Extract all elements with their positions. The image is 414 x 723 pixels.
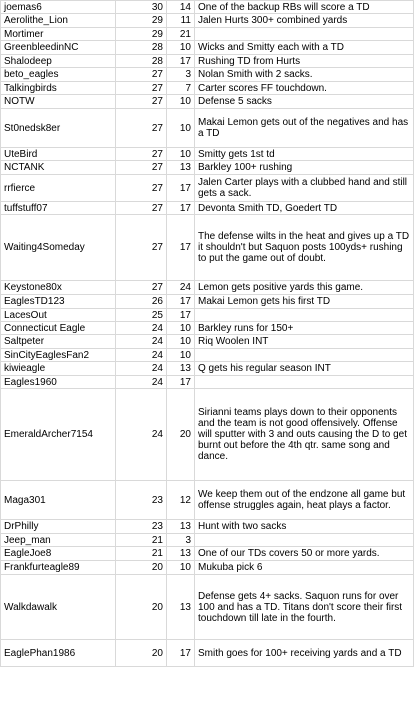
cell-score-a[interactable]: 29 xyxy=(116,28,167,41)
cell-score-a[interactable]: 26 xyxy=(116,295,167,309)
cell-prediction[interactable] xyxy=(195,349,414,362)
cell-score-b[interactable]: 7 xyxy=(167,82,195,95)
cell-prediction[interactable]: Barkley 100+ rushing xyxy=(195,161,414,175)
table-row xyxy=(1,161,414,175)
table-row xyxy=(1,215,414,281)
cell-username[interactable]: Keystone80x xyxy=(1,281,116,295)
cell-score-a[interactable]: 27 xyxy=(116,109,167,148)
cell-score-a[interactable]: 24 xyxy=(116,349,167,362)
cell-score-b[interactable]: 12 xyxy=(167,481,195,520)
cell-score-a[interactable]: 30 xyxy=(116,1,167,14)
cell-score-b[interactable]: 17 xyxy=(167,175,195,202)
cell-prediction[interactable]: One of our TDs covers 50 or more yards. xyxy=(195,547,414,561)
table-row xyxy=(1,295,414,309)
cell-username[interactable]: SinCityEaglesFan2 xyxy=(1,349,116,362)
cell-score-b[interactable]: 17 xyxy=(167,55,195,68)
table-row xyxy=(1,322,414,335)
table-row xyxy=(1,362,414,376)
cell-prediction[interactable]: Jalen Hurts 300+ combined yards xyxy=(195,14,414,28)
cell-username[interactable]: Talkingbirds xyxy=(1,82,116,95)
cell-score-a[interactable]: 20 xyxy=(116,640,167,667)
cell-username[interactable]: rrfierce xyxy=(1,175,116,202)
table-row xyxy=(1,82,414,95)
table-row xyxy=(1,281,414,295)
table-row xyxy=(1,14,414,28)
cell-prediction[interactable]: Nolan Smith with 2 sacks. xyxy=(195,68,414,82)
table-row xyxy=(1,28,414,41)
cell-score-b[interactable]: 17 xyxy=(167,376,195,389)
table-body xyxy=(1,1,414,667)
cell-username[interactable]: NOTW xyxy=(1,95,116,109)
cell-score-b[interactable]: 10 xyxy=(167,561,195,575)
cell-username[interactable]: EmeraldArcher7154 xyxy=(1,389,116,481)
cell-score-b[interactable]: 24 xyxy=(167,281,195,295)
cell-score-b[interactable]: 3 xyxy=(167,68,195,82)
table-row xyxy=(1,547,414,561)
table-row xyxy=(1,202,414,215)
cell-prediction[interactable]: Lemon gets positive yards this game. xyxy=(195,281,414,295)
cell-score-b[interactable]: 10 xyxy=(167,148,195,161)
table-row xyxy=(1,175,414,202)
table-row xyxy=(1,520,414,534)
cell-score-a[interactable]: 27 xyxy=(116,82,167,95)
cell-username[interactable]: LacesOut xyxy=(1,309,116,322)
cell-prediction[interactable]: Wicks and Smitty each with a TD xyxy=(195,41,414,55)
table-row xyxy=(1,309,414,322)
table-row xyxy=(1,109,414,148)
cell-username[interactable]: UteBird xyxy=(1,148,116,161)
cell-prediction[interactable]: Sirianni teams plays down to their opponents and the team is not good offensively. Offense will sputter with 3 and outs causing the D to get burnt out before the 4th qtr. same song and dance. xyxy=(195,389,414,481)
cell-username[interactable]: beto_eagles xyxy=(1,68,116,82)
cell-prediction[interactable]: The defense wilts in the heat and gives up a TD it shouldn't but Saquon posts 100yds+ rushing to put the game out of doubt. xyxy=(195,215,414,281)
cell-score-a[interactable]: 27 xyxy=(116,148,167,161)
cell-score-a[interactable]: 23 xyxy=(116,481,167,520)
cell-prediction[interactable]: Carter scores FF touchdown. xyxy=(195,82,414,95)
table-row xyxy=(1,95,414,109)
cell-prediction[interactable]: Riq Woolen INT xyxy=(195,335,414,349)
cell-score-b[interactable]: 13 xyxy=(167,161,195,175)
cell-username[interactable]: GreenbleedinNC xyxy=(1,41,116,55)
cell-score-b[interactable]: 17 xyxy=(167,202,195,215)
cell-score-a[interactable]: 25 xyxy=(116,309,167,322)
cell-prediction[interactable]: Hunt with two sacks xyxy=(195,520,414,534)
table-row xyxy=(1,575,414,640)
table-row xyxy=(1,335,414,349)
cell-username[interactable]: EaglesTD123 xyxy=(1,295,116,309)
cell-score-a[interactable]: 24 xyxy=(116,322,167,335)
cell-score-a[interactable]: 23 xyxy=(116,520,167,534)
cell-score-a[interactable]: 20 xyxy=(116,575,167,640)
cell-score-b[interactable]: 10 xyxy=(167,322,195,335)
cell-username[interactable]: NCTANK xyxy=(1,161,116,175)
cell-username[interactable]: EaglePhan1986 xyxy=(1,640,116,667)
cell-username[interactable]: kiwieagle xyxy=(1,362,116,376)
table-row xyxy=(1,640,414,667)
cell-username[interactable]: Frankfurteagle89 xyxy=(1,561,116,575)
cell-username[interactable]: Walkdawalk xyxy=(1,575,116,640)
cell-score-a[interactable]: 24 xyxy=(116,335,167,349)
table-row xyxy=(1,349,414,362)
cell-prediction[interactable]: Rushing TD from Hurts xyxy=(195,55,414,68)
cell-prediction[interactable]: Defense 5 sacks xyxy=(195,95,414,109)
table-row xyxy=(1,481,414,520)
cell-score-b[interactable]: 13 xyxy=(167,362,195,376)
cell-score-b[interactable]: 13 xyxy=(167,575,195,640)
table-row xyxy=(1,561,414,575)
cell-username[interactable]: Aerolithe_Lion xyxy=(1,14,116,28)
cell-username[interactable]: Saltpeter xyxy=(1,335,116,349)
cell-score-a[interactable]: 28 xyxy=(116,41,167,55)
cell-score-b[interactable]: 3 xyxy=(167,534,195,547)
cell-score-b[interactable]: 13 xyxy=(167,547,195,561)
table-row xyxy=(1,41,414,55)
cell-score-b[interactable]: 21 xyxy=(167,28,195,41)
cell-score-b[interactable]: 10 xyxy=(167,349,195,362)
cell-score-b[interactable]: 17 xyxy=(167,295,195,309)
cell-score-b[interactable]: 14 xyxy=(167,1,195,14)
cell-score-a[interactable]: 27 xyxy=(116,281,167,295)
cell-score-b[interactable]: 17 xyxy=(167,640,195,667)
cell-prediction[interactable]: Smith goes for 100+ receiving yards and a TD xyxy=(195,640,414,667)
cell-score-a[interactable]: 20 xyxy=(116,561,167,575)
cell-score-a[interactable]: 27 xyxy=(116,175,167,202)
cell-prediction[interactable]: Smitty gets 1st td xyxy=(195,148,414,161)
cell-prediction[interactable]: Mukuba pick 6 xyxy=(195,561,414,575)
cell-username[interactable]: St0nedsk8er xyxy=(1,109,116,148)
cell-prediction[interactable]: We keep them out of the endzone all game but offense struggles again, heat plays a factor. xyxy=(195,481,414,520)
cell-prediction[interactable]: One of the backup RBs will score a TD xyxy=(195,1,414,14)
cell-prediction[interactable] xyxy=(195,534,414,547)
cell-username[interactable]: Maga301 xyxy=(1,481,116,520)
cell-score-a[interactable]: 29 xyxy=(116,14,167,28)
cell-username[interactable]: Jeep_man xyxy=(1,534,116,547)
cell-prediction[interactable]: Jalen Carter plays with a clubbed hand and still gets a sack. xyxy=(195,175,414,202)
cell-prediction[interactable]: Q gets his regular season INT xyxy=(195,362,414,376)
cell-score-a[interactable]: 28 xyxy=(116,55,167,68)
cell-prediction[interactable]: Makai Lemon gets out of the negatives and has a TD xyxy=(195,109,414,148)
cell-score-b[interactable]: 17 xyxy=(167,215,195,281)
cell-username[interactable]: Connecticut Eagle xyxy=(1,322,116,335)
cell-score-b[interactable]: 20 xyxy=(167,389,195,481)
cell-score-b[interactable]: 10 xyxy=(167,95,195,109)
cell-score-a[interactable]: 27 xyxy=(116,95,167,109)
table-row xyxy=(1,55,414,68)
cell-score-a[interactable]: 24 xyxy=(116,376,167,389)
cell-score-b[interactable]: 17 xyxy=(167,309,195,322)
cell-prediction[interactable] xyxy=(195,309,414,322)
table-row xyxy=(1,534,414,547)
cell-score-b[interactable]: 13 xyxy=(167,520,195,534)
cell-prediction[interactable] xyxy=(195,376,414,389)
table-row xyxy=(1,1,414,14)
cell-username[interactable]: DrPhilly xyxy=(1,520,116,534)
cell-score-a[interactable]: 27 xyxy=(116,161,167,175)
cell-prediction[interactable]: Defense gets 4+ sacks. Saquon runs for over 100 and has a TD. Titans don't score their first touchdown till late in the fourth. xyxy=(195,575,414,640)
cell-score-b[interactable]: 11 xyxy=(167,14,195,28)
cell-score-b[interactable]: 10 xyxy=(167,41,195,55)
cell-score-a[interactable]: 24 xyxy=(116,362,167,376)
cell-username[interactable]: Shalodeep xyxy=(1,55,116,68)
cell-username[interactable]: EagleJoe8 xyxy=(1,547,116,561)
cell-prediction[interactable]: Makai Lemon gets his first TD xyxy=(195,295,414,309)
cell-prediction[interactable] xyxy=(195,28,414,41)
cell-prediction[interactable]: Barkley runs for 150+ xyxy=(195,322,414,335)
cell-score-a[interactable]: 21 xyxy=(116,534,167,547)
cell-score-b[interactable]: 10 xyxy=(167,335,195,349)
cell-score-a[interactable]: 27 xyxy=(116,215,167,281)
cell-score-a[interactable]: 21 xyxy=(116,547,167,561)
cell-username[interactable]: tuffstuff07 xyxy=(1,202,116,215)
cell-username[interactable]: joemas6 xyxy=(1,1,116,14)
cell-score-a[interactable]: 27 xyxy=(116,68,167,82)
cell-username[interactable]: Eagles1960 xyxy=(1,376,116,389)
cell-score-a[interactable]: 24 xyxy=(116,389,167,481)
table-row xyxy=(1,68,414,82)
table-row xyxy=(1,148,414,161)
cell-username[interactable]: Mortimer xyxy=(1,28,116,41)
cell-score-a[interactable]: 27 xyxy=(116,202,167,215)
cell-score-b[interactable]: 10 xyxy=(167,109,195,148)
cell-username[interactable]: Waiting4Someday xyxy=(1,215,116,281)
table-row xyxy=(1,389,414,481)
cell-prediction[interactable]: Devonta Smith TD, Goedert TD xyxy=(195,202,414,215)
table-row xyxy=(1,376,414,389)
